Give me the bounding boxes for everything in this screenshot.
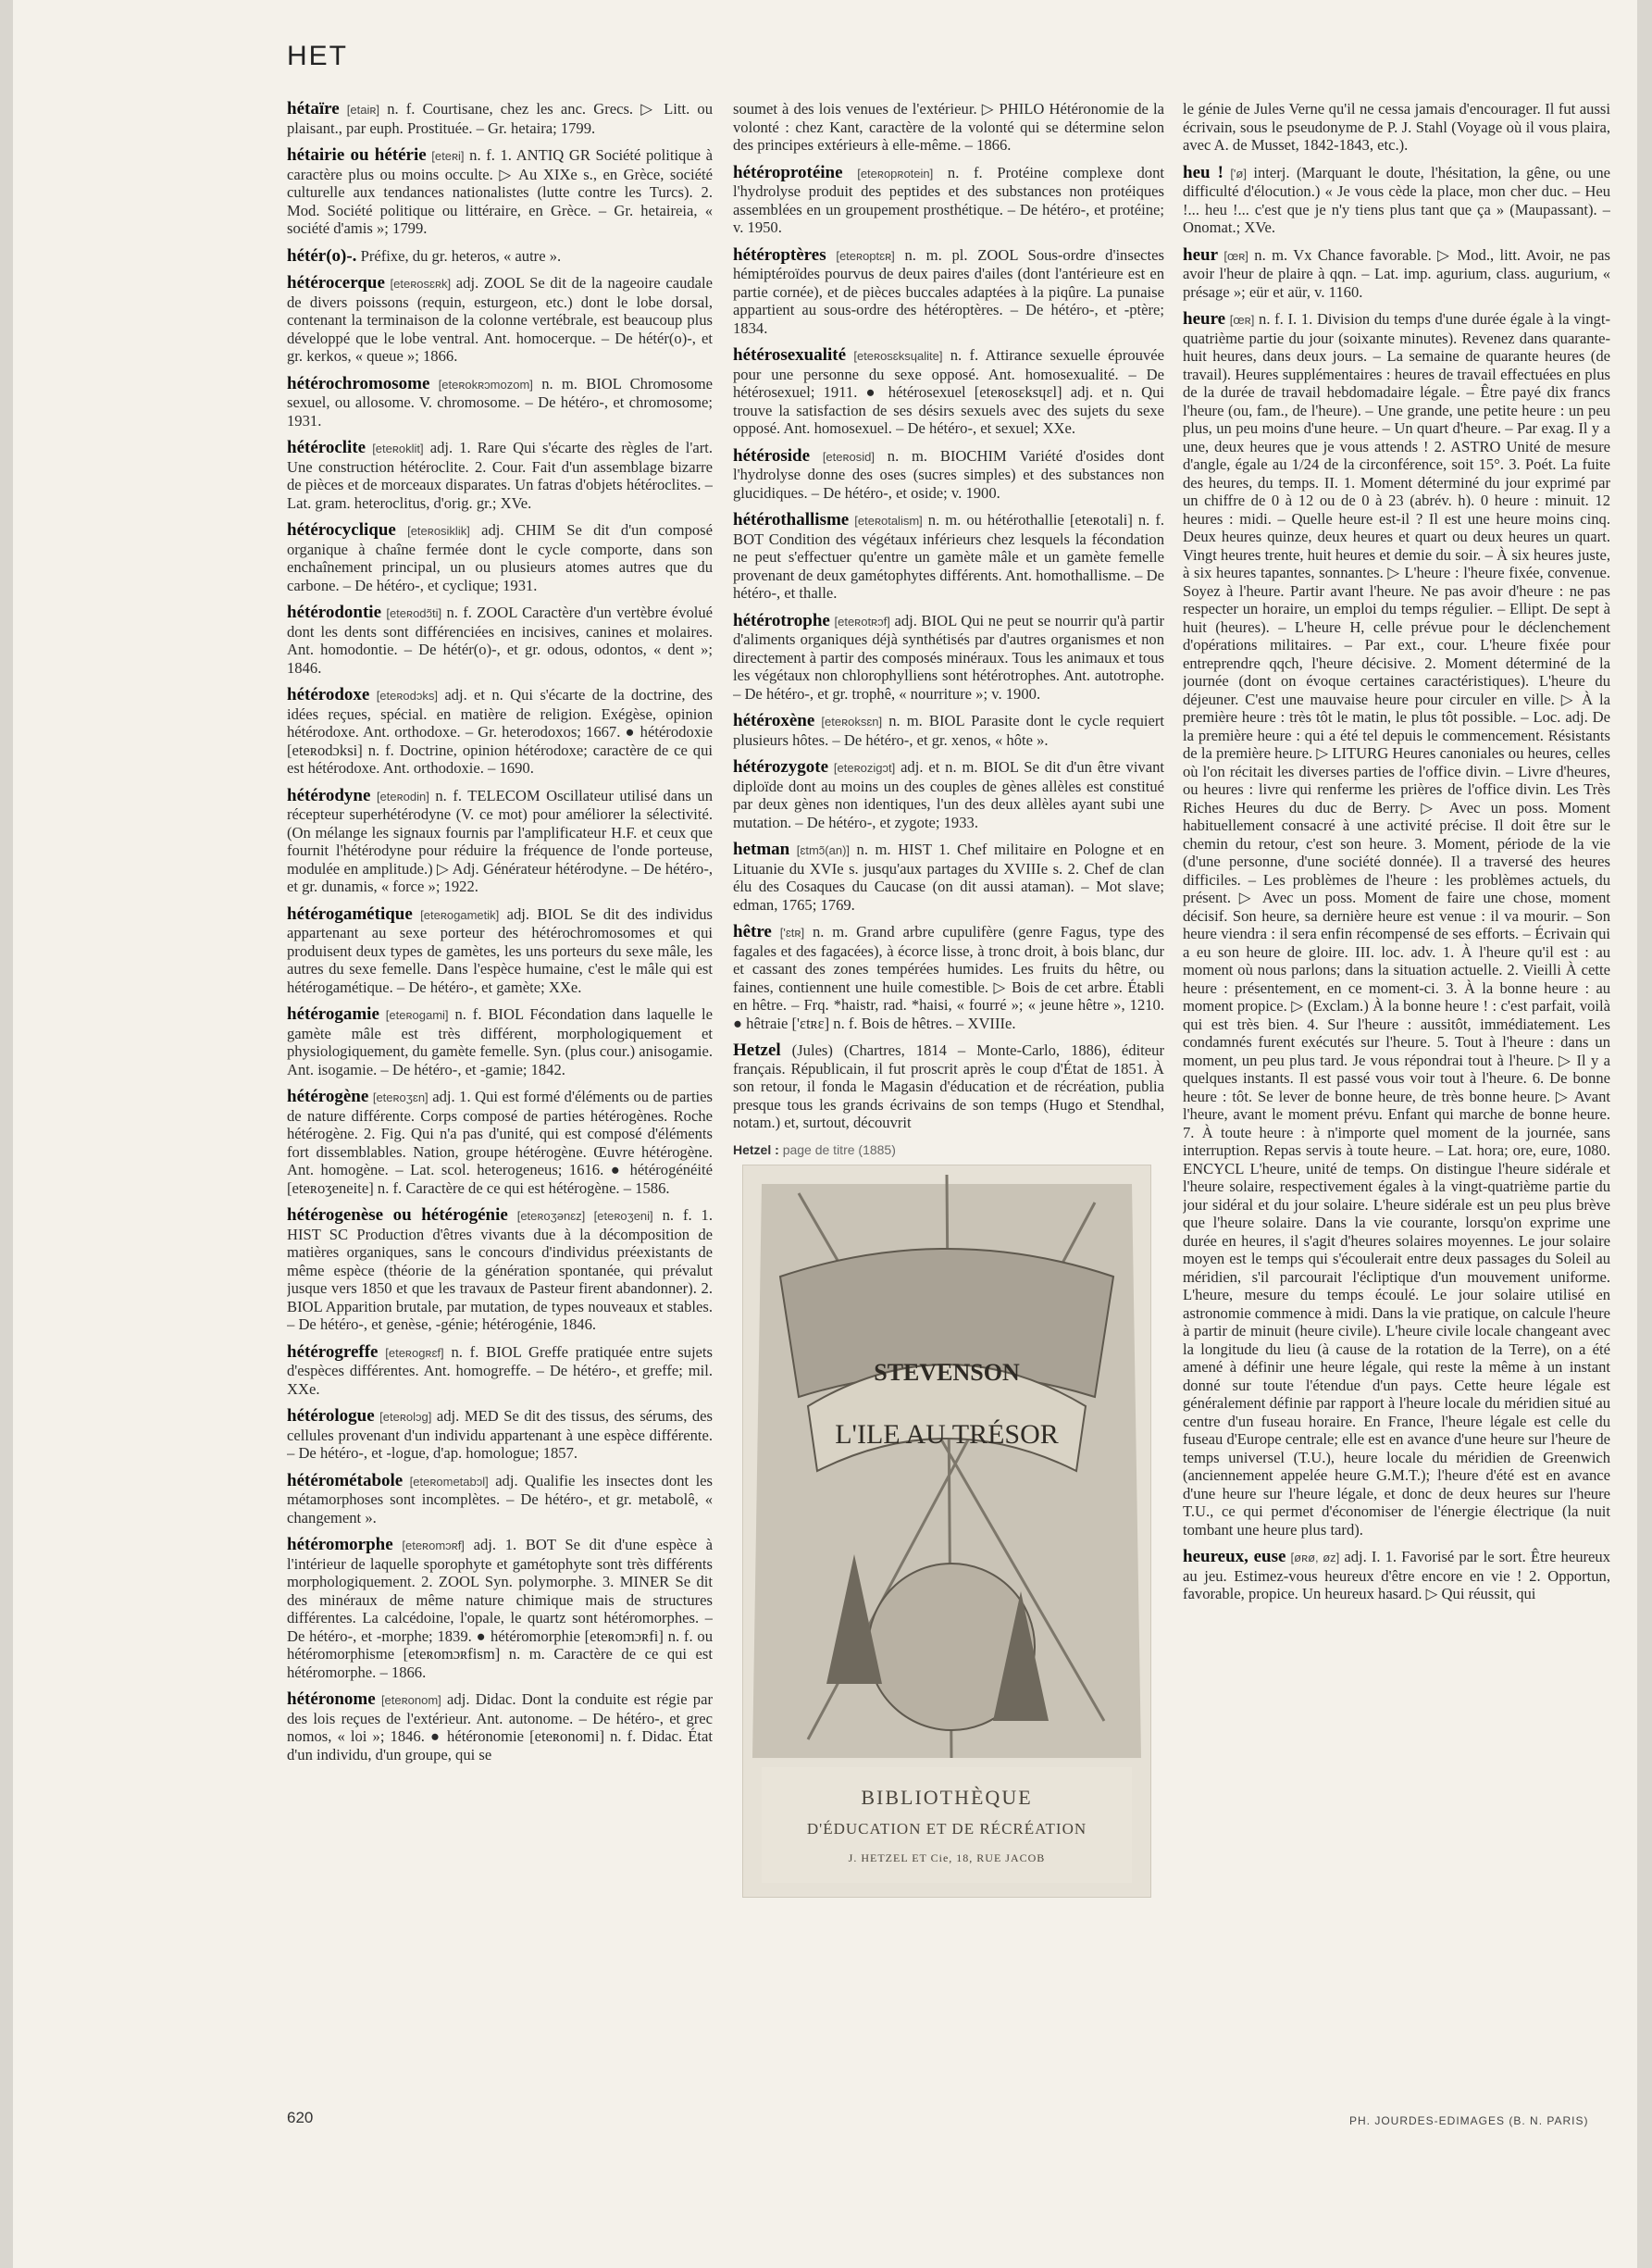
entry-definition: n. f. I. 1. Division du temps d'une durée égale à la vingt-quatrième partie du jour (soixante minutes). Revenez dans quarante-huit heures, dans deux jours. – La semaine de quarante heures (de travail). Heures supplémentaires : heures de travail effectuées en plus de la durée de travail hebdomadaire légale. – Être payé dix francs l'heure (ou, fam., de l'heure). – Une grande, une petite heure : un peu plus, un peu moins d'une heure. – Un quart d'heure. – Par exag. Il y a une, deux heures que je vous attends ! 2. ASTRO Unité de mesure d'angle, égale au 1/24 de la circonférence, soit 15°. 3. Poét. La fuite des heures, du temps. II. 1. Moment déterminé du jour exprimé par un chiffre de 0 à 12 ou de 0 à 23 (abrév. h). 0 heure : minuit. 12 heures : midi. – Quelle heure est-il ? Il est une heure moins cinq. Deux heures quinze, deux heures et quart ou deux heures un quart. Vingt heures trente, huit heures et demie du soir. – À six heures juste, à six heures tapantes, sonnantes. ▷ L'heure : l'heure fixée, convenue. Soyez à l'heure. Partir avant l'heure. Ne pas avoir d'heure : ne pas respecter un horaire, un emploi du temps régulier. – Ellipt. De sept à huit (heures). – L'heure H, celle prévue pour le déclenchement d'opérations militaires. – Par ext., cour. L'heure fixée pour entreprendre qqch, l'heure décisive. 2. Moment déterminé de la journée (dont on évoque certaines caractéristiques). L'heure du déjeuner. C'est une mauvaise heure pour circuler en ville. ▷ À la première heure : très tôt le matin, le plus tôt possible. – Loc. adj. De la première heure : qui a été tel depuis le commencement. Résistants de la première heure. ▷ LITURG Heures canoniales ou heures, celles où l'on récitait les diverses parties de l'office divin. – Livre d'heures, ou heures : livre qui renferme les prières de l'office divin. Les Très Riches Heures du duc de Berry. ▷ Avec un poss. Moment habituellement consacré à une activité précise. Il doit être sur le chemin du retour, c'est son heure. 3. Moment, période de la vie (d'une personne, d'une société donnée). Il a traversé des heures difficiles. – Les problèmes de l'heure : les problèmes actuels, du présent. ▷ Avec un poss. Moment de faire une chose, moment décisif. Son heure, sa dernière heure est venue : il va mourir. – Son heure viendra : il sera enfin récompensé de ses efforts. – Écrivain qui a eu son heure de gloire. III. loc. adv. 1. À l'heure qu'il est : au moment où nous parlons; dans la situation actuelle. 2. Vieilli À cette heure : présentement, en ce moment-ci. 3. À la bonne heure : au moment propice. ▷ (Exclam.) À la bonne heure ! : c'est parfait, voilà qui est très bien. 4. Sur l'heure : aussitôt, immédiatement. Les condamnés furent exécutés sur l'heure. 5. Tout à l'heure : dans un moment, un peu plus tard. Je vous répondrai tout à l'heure. ▷ Il y a quelques instants. Il est passé vous voir tout à l'heure. 6. De bonne heure : tôt. Se lever de bonne heure, de très bonne heure. ▷ Avant l'heure, avant le moment prévu. Enfant qui marche de bonne heure. 7. À toute heure : à n'importe quel moment de la journée, sans interruption. Repas servis à toute heure. – Lat. hora; ore, eure, 1080. ENCYCL L'heure, unité de temps. On distingue l'heure sidérale et l'heure solaire, respectivement égales à la vingt-quatrième partie du jour sidéral et du jour solaire. L'heure sidérale est un peu plus brève que l'heure solaire. Dans la vie courante, lorsqu'on exprime une durée en heures, il s'agit d'heures solaires moyennes. Le jour solaire moyen est le temps qui s'écoulerait entre deux passages du Soleil au méridien, s'il parcourait l'écliptique d'un mouvement uniforme. L'heure, mesure du temps écoulé. Le jour solaire utilisé en astronomie commence à midi. Dans la vie pratique, on calcule l'heure à partir de minuit (heure civile). L'heure civile locale changeant avec la longitude du lieu (à cause de la rotation de la Terre), on a été amené à définir une heure légale, qui reste la même à un instant donné sur toute l'étendue d'un pays. Cette heure légale est généralement définie par rapport à l'heure locale du méridien situé au centre d'un fuseau horaire. En France, l'heure légale est celle du fuseau d'Europe centrale; elle est en avance d'une heure sur l'heure de temps universel (T.U.), heure locale du méridien de Greenwich (anciennement appelée heure G.M.T.); l'heure d'été est en avance d'une heure sur l'heure légale, et donc de deux heures sur l'heure T.U., ce qui permet d'économiser de l'énergie électrique (la nuit tombant une heure plus tard).: [1183, 310, 1610, 1539]
entry-phonetic: [eteʀoksɛn]: [821, 715, 883, 729]
entry-phonetic: [eteʀonom]: [380, 1693, 441, 1707]
entry-definition: adj. BIOL Qui ne peut se nourrir qu'à partir d'aliments organiques déjà synthétisés par d'autres organismes et non directement à partir des composés minéraux. Tous les animaux et tous les végétaux non chlorophylliens sont hétérotrophes. Ant. autotrophe. – De hétéro-, et gr. trophê, « nourriture »; v. 1900.: [733, 611, 1164, 703]
entry-definition: n. f. 1. HIST SC Production d'êtres vivants due à la décomposition de matières organiques, sans le concours d'individus préexistants de même espèce (théorie de la génération spontanée, qui prévalut jusque vers 1850 et que les travaux de Pasteur firent abandonner). 2. BIOL Apparition brutale, par mutation, de types nouveaux et stables. – De hétéro-, et genèse, -génie; hétérogénie, 1846.: [287, 1206, 713, 1333]
dictionary-entry: [287, 439, 713, 512]
entry-headword: hétérocyclique: [287, 520, 396, 540]
entry-phonetic: [eteʀoklit]: [372, 442, 424, 455]
dictionary-entry: [733, 758, 1164, 831]
entry-definition: n. f. Protéine complexe dont l'hydrolyse produit des peptides et des substances non protéiques assemblées en un groupement prosthétique. – De hétéro-, et protéine; v. 1950.: [733, 163, 1164, 236]
entry-phonetic: [eteʀosid]: [822, 449, 875, 464]
dictionary-entry: [733, 712, 1164, 749]
entry-phonetic: [eteʀosiklik]: [407, 524, 470, 538]
entry-phonetic: [eteʀozigɔt]: [833, 761, 896, 775]
entry-definition: n. m. BIOL Chromosome sexuel, ou allosome. V. chromosome. – De hétéro-, et chromosome; 1931.: [287, 374, 713, 430]
entry-definition: adj. Qualifie les insectes dont les métamorphoses sont incomplètes. – De hétéro-, et gr. metabolê, « changement ».: [287, 1471, 713, 1527]
dictionary-entry: [1183, 310, 1610, 1539]
entry-definition: adj. 1. BOT Se dit d'une espèce à l'intérieur de laquelle sporophyte et gamétophyte sont très différents morphologiquement. 2. ZOOL Syn. polymorphe. 3. MINER Se dit des minéraux de même nature chimique mais de structures différentes. La calcédoine, l'opale, le quartz sont hétéromorphes. – De hétéro-, et -morphe; 1839. ● hétéromorphie [eteʀomɔʀfi] n. f. ou hétéromorphisme [eteʀomɔʀfism] n. m. Caractère de ce qui est hétéromorphe. – 1866.: [287, 1536, 713, 1681]
dictionary-entry: [287, 1005, 713, 1078]
entry-phonetic: [eteʀodɔ̃ti]: [386, 606, 442, 620]
dictionary-entry: [287, 686, 713, 778]
entry-definition: n. f. ZOOL Caractère d'un vertèbre évolué dont les dents sont différenciées en incisives, canines et molaires. Ant. homodontie. – De hétér(o)-, et gr. odous, odontos, « dent »; 1846.: [287, 604, 713, 677]
caption-name: Hetzel :: [733, 1141, 779, 1157]
dictionary-entry: [733, 841, 1164, 914]
dictionary-entry: [287, 375, 713, 430]
dictionary-entry: [1183, 1548, 1610, 1603]
entry-definition: n. f. Courtisane, chez les anc. Grecs. ▷ Litt. ou plaisant., par euph. Prostituée. – Gr. hetaira; 1799.: [287, 100, 713, 137]
entry-phonetic: [eteʀotʀɔf]: [834, 614, 890, 629]
entry-headword: hétérozygote: [733, 757, 829, 777]
dictionary-entry: [733, 923, 1164, 1032]
entry-definition: adj. et n. Qui s'écarte de la doctrine, des idées reçues, spécial. en matière de religion. Exégèse, opinion hétérodoxe. Ant. orthodoxe. – Gr. heterodoxos; 1667. ● hétérodoxie [eteʀodɔksi] n. f. Doctrine, opinion hétérodoxe; caractère de ce qui est hétérodoxe. Ant. orthodoxie. – 1690.: [287, 686, 713, 777]
entry-phonetic: [øʀø, øz]: [1290, 1551, 1340, 1564]
entry-headword: hétérochromosome: [287, 373, 430, 393]
dictionary-entry: [287, 274, 713, 366]
entry-definition: adj. Didac. Dont la conduite est régie par des lois reçues de l'extérieur. Ant. autonome. – De hétéro-, et grec nomos, « loi »; 1846. ● hétéronomie [eteʀonomi] n. f. Didac. État d'un individu, d'un groupe, qui se: [287, 1690, 713, 1763]
entry-headword: hétéroxène: [733, 711, 815, 730]
entry-phonetic: [eteʀogametik]: [420, 907, 500, 922]
entry-headword: hétérocerque: [287, 273, 385, 293]
entry-definition: n. m. HIST 1. Chef militaire en Pologne et en Lituanie du XVIe s. jusqu'aux partages du XVIIIe s. 2. Chef de clan élu des Cosaques du Caucase (on dit aussi ataman). – Mot slave; edman, 1765; 1769.: [733, 841, 1164, 914]
entry-definition: adj. 1. Rare Qui s'écarte des règles de l'art. Une construction hétéroclite. 2. Cour. Fait d'un assemblage bizarre de pièces et de morceaux disparates. Un fatras d'objets hétéroclites. – Lat. gram. heteroclitus, d'orig. gr.; XVe.: [287, 439, 713, 512]
entry-definition: adj. CHIM Se dit d'un composé organique à chaîne fermée dont le cycle comporte, dans son enchaînement principal, un ou plusieurs atomes autres que du carbone. – De hétéro-, et cyclique; 1931.: [287, 521, 713, 594]
illustration-caption: [733, 1141, 1164, 1160]
entry-phonetic: ['ø]: [1230, 166, 1247, 181]
entry-headword: hétéroside: [733, 445, 811, 466]
entry-definition: n. m. ou hétérothallie [eteʀotali] n. f. BOT Condition des végétaux inférieurs chez lesquels la fécondation ne peut s'effectuer qu'entre un gamète mâle et un gamète femelle provenant de deux gamétophytes différents. Ant. homothallisme. – De hétéro-, et thalle.: [733, 511, 1164, 602]
entry-definition: le génie de Jules Verne qu'il ne cessa jamais d'encourager. Il fut aussi écrivain, sous le pseudonyme de P. J. Stahl (Voyage où il vous plaira, avec A. de Musset, 1842-1843, etc.).: [1183, 100, 1610, 154]
entry-phonetic: [eteʀosɛksɥalite]: [853, 349, 943, 363]
dictionary-entry: [1183, 164, 1610, 237]
entry-definition: n. f. BIOL Fécondation dans laquelle le gamète mâle est très différent, morphologiquement et physiologiquement, du gamète femelle. Syn. (plus cour.) anisogamie. Ant. isogamie. – De hétéro-, et -gamie; 1842.: [287, 1005, 713, 1078]
entry-definition: n. f. TELECOM Oscillateur utilisé dans un récepteur superhétérodyne (V. ce mot) pour améliorer la sélectivité. (On mélange les signaux fournis par l'amplificateur H.F. et ceux que fournit l'hétérodyne pour réduire la fréquence de l'onde porteuse, modulée en amplitude.) ▷ Adj. Générateur hétérodyne. – De hétéro-, et gr. dunamis, « force »; 1922.: [287, 786, 713, 895]
dictionary-entry: [733, 346, 1164, 438]
entry-definition: n. m. Grand arbre cupulifère (genre Fagus, type des fagales et des fagacées), à écorce lisse, à tronc droit, à bois blanc, dur et cassant des zones tempérées humides. Les fruits du hêtre, ou faines, contiennent une huile comestible. ▷ Bois de cet arbre. Établi en hêtre. – Frq. *haistr, rad. *haisi, « fourré »; « jeune hêtre », 1210. ● hêtraie ['ɛtʀɛ] n. f. Bois de hêtres. – XVIIIe.: [733, 923, 1164, 1032]
entry-headword: hétérogamétique: [287, 903, 413, 924]
entry-definition: adj. MED Se dit des tissus, des sérums, des cellules provenant d'un individu appartenant à une espèce différente. – De hétéro-, et -logue, d'ap. homologue; 1857.: [287, 1407, 713, 1462]
entry-headword: hétérogamie: [287, 1004, 379, 1024]
entry-definition: soumet à des lois venues de l'extérieur. ▷ PHILO Hétéronomie de la volonté : chez Kant, caractère de la volonté qui se détermine selon des principes extérieurs à elle-même. – 1866.: [733, 100, 1164, 154]
entry-phonetic: [eteʀogami]: [385, 1008, 449, 1022]
dictionary-entry: [287, 1206, 713, 1334]
entry-definition: n. m. BIOCHIM Variété d'osides dont l'hydrolyse donne des oses (sucres simples) et des substances non glucidiques. – De hétéro-, et oside; v. 1900.: [733, 446, 1164, 502]
entry-phonetic: [eteʀolɔg]: [379, 1410, 432, 1424]
entry-definition: n. f. Attirance sexuelle éprouvée pour une personne du sexe opposé. Ant. homosexualité. – De hétérosexuel; 1911. ● hétérosexuel [eteʀosɛksɥɛl] adj. et n. Qui trouve la satisfaction de ses désirs sexuels avec des sujets du sexe opposé. Ant. homosexuel. – De hétéro-, et sexuel; XXe.: [733, 346, 1164, 437]
entry-headword: hétérologue: [287, 1406, 375, 1426]
dictionary-entry: [733, 246, 1164, 338]
entry-headword: hétérotrophe: [733, 610, 830, 630]
dictionary-entry: [287, 100, 713, 137]
dictionary-entry: [287, 247, 713, 266]
entry-phonetic: [eteʀopʀotein]: [857, 166, 934, 181]
dictionary-entry: [287, 1088, 713, 1197]
entry-definition: n. f. 1. ANTIQ GR Société politique à caractère plus ou moins occulte. ▷ Au XIXe s., en Grèce, société culturelle aux tendances nationalistes (lutte contre les Turcs). 2. Mod. Société politique ou littéraire, en Grèce. – Gr. hetaireia, « société d'amis »; 1799.: [287, 146, 713, 237]
entry-definition: Préfixe, du gr. heteros, « autre ».: [360, 246, 562, 265]
entry-headword: hétérogène: [287, 1087, 369, 1106]
entry-phonetic: [eteʀomɔʀf]: [402, 1539, 465, 1552]
entry-headword: hétairie ou hétérie: [287, 145, 427, 165]
entry-phonetic: [eteʀodɔks]: [376, 689, 438, 703]
engraving-drawing: [743, 1165, 1150, 1897]
entry-phonetic: [eteʀotalism]: [854, 514, 923, 528]
entry-phonetic: [eteʀoptɛʀ]: [836, 248, 895, 263]
cover-author: STEVENSON: [874, 1359, 1020, 1386]
dictionary-entry: [287, 1407, 713, 1463]
dictionary-entry: [1183, 246, 1610, 302]
entry-headword: heu !: [1183, 162, 1223, 182]
entry-headword: hétér(o)-.: [287, 245, 357, 266]
entry-headword: hétérosexualité: [733, 345, 847, 365]
entry-headword: hétérodoxe: [287, 685, 370, 704]
entry-phonetic: [œʀ]: [1223, 248, 1248, 263]
entry-headword: heur: [1183, 244, 1218, 265]
entry-definition: adj. 1. Qui est formé d'éléments ou de parties de nature différente. Corps composé de parties hétérogènes. Roche hétérogène. 2. Fig. Qui n'a pas d'unité, qui est composé d'éléments fort dissemblables. Nation, groupe hétérogène. Œuvre hétérogène. Ant. homogène. – Lat. scol. heterogeneus; 1616. ● hétérogénéité [eteʀoʒeneite] n. f. Caractère de ce qui est hétérogène. – 1586.: [287, 1088, 713, 1197]
entry-definition: adj. ZOOL Se dit de la nageoire caudale de divers poissons (requin, esturgeon, etc.) dont le lobe dorsal, contenant la terminaison de la colonne vertébrale, est beaucoup plus développé que le lobe ventral. Ant. homocerque. – De hétér(o)-, et gr. kerkos, « queue »; 1866.: [287, 274, 713, 365]
dictionary-entry: [287, 1690, 713, 1763]
entry-phonetic: [eteʀometabɔl]: [409, 1474, 489, 1489]
entry-definition: n. m. pl. ZOOL Sous-ordre d'insectes hémiptéroïdes pourvus de deux paires d'ailes (dont l'antérieure est en partie cornée), et de pièces buccales adaptées à la piqûre. La punaise appartient au sous-ordre des hétéroptères. – De hétéro-, et -ptère; 1834.: [733, 245, 1164, 337]
dictionary-entry: [287, 146, 713, 238]
entry-definition: adj. BIOL Se dit des individus appartenant au sexe porteur des hétérochromosomes et qui produisent deux types de gamètes, les uns porteurs du sexe mâle, les autres du sexe femelle. Dans l'espèce humaine, c'est le mâle qui est hétérogamétique. – De hétéro-, et gamète; XXe.: [287, 904, 713, 996]
photo-credit: PH. JOURDES-EDIMAGES (B. N. PARIS): [1349, 2114, 1589, 2127]
entry-headword: hétaïre: [287, 100, 340, 118]
column-1: [287, 100, 713, 2127]
column-3: [1183, 100, 1610, 2127]
cover-publisher: J. HETZEL ET Cie, 18, RUE JACOB: [848, 1851, 1046, 1864]
dictionary-entry: [287, 1472, 713, 1527]
dictionary-entry: [287, 905, 713, 997]
entry-headword: hétéromorphe: [287, 1535, 393, 1554]
dictionary-entry: [733, 612, 1164, 704]
entry-definition: adj. I. 1. Favorisé par le sort. Être heureux au jeu. Estimez-vous heureux d'être encore en vie ! 2. Opportun, favorable, propice. Un heureux hasard. ▷ Qui réussit, qui: [1183, 1548, 1610, 1602]
entry-definition: n. m. BIOL Parasite dont le cycle requiert plusieurs hôtes. – De hétéro-, et gr. xenos, « hôte ».: [733, 712, 1164, 749]
entry-headword: Hetzel: [733, 1041, 781, 1060]
entry-phonetic: [eteʀoʒɛn]: [372, 1090, 429, 1104]
entry-headword: hétérodontie: [287, 603, 382, 622]
entry-headword: hétérodyne: [287, 785, 371, 805]
entry-headword: hétéroprotéine: [733, 162, 843, 182]
entry-headword: hétérogenèse ou hétérogénie: [287, 1205, 508, 1225]
cover-collection-1: BIBLIOTHÈQUE: [861, 1786, 1033, 1809]
entry-headword: heureux, euse: [1183, 1547, 1286, 1566]
entry-phonetic: [ɛtmɔ̃(an)]: [796, 843, 851, 857]
entry-phonetic: [eteʀi]: [431, 149, 465, 163]
entry-definition: n. f. BIOL Greffe pratiquée entre sujets d'espèces différentes. Ant. homogreffe. – De hétéro-, et greffe; mil. XXe.: [287, 1342, 713, 1398]
entry-phonetic: [eteʀosɛʀk]: [390, 277, 452, 291]
dictionary-entry: [287, 787, 713, 896]
dictionary-entry: [733, 100, 1164, 155]
entry-definition: (Jules) (Chartres, 1814 – Monte-Carlo, 1886), éditeur français. Républicain, il fut proscrit après le coup d'État de 1851. À son retour, il fonda le Magasin d'éducation et de récréation, publia presque tous les grands écrivains de son temps (Hugo et Stendhal, notam.) et, surtout, découvrit: [733, 1041, 1164, 1131]
column-2-entries: [733, 100, 1164, 1132]
book-cover-illustration: [742, 1165, 1151, 1898]
entry-definition: adj. et n. m. BIOL Se dit d'un être vivant diploïde dont au moins un des couples de gènes allèles est constitué par deux gènes non identiques, l'un des deux allèles ayant subi une mutation. – De hétéro-, et zygote; 1933.: [733, 758, 1164, 831]
dictionary-entry: [733, 164, 1164, 237]
dictionary-page: [13, 0, 1637, 2268]
entry-phonetic: [eteʀodin]: [376, 789, 429, 804]
entry-definition: n. m. Vx Chance favorable. ▷ Mod., litt. Avoir, ne pas avoir l'heur de plaire à qqn. – Lat. imp. agurium, class. augurium, « présage »; eür et aür, v. 1160.: [1183, 245, 1610, 301]
entry-headword: hétérogreffe: [287, 1341, 379, 1362]
entry-headword: heure: [1183, 309, 1226, 329]
entry-headword: hétérométabole: [287, 1470, 404, 1490]
entry-headword: hétérothallisme: [733, 510, 850, 530]
entry-headword: hétéroptères: [733, 244, 826, 265]
entry-headword: hêtre: [733, 922, 772, 941]
dictionary-entry: [733, 1041, 1164, 1132]
dictionary-entry: [287, 1343, 713, 1399]
running-head: HET: [287, 41, 348, 71]
entry-headword: hétéroclite: [287, 438, 366, 457]
cover-title: L'ILE AU TRÉSOR: [835, 1419, 1059, 1450]
cover-collection-2: D'ÉDUCATION ET DE RÉCRÉATION: [806, 1820, 1087, 1838]
entry-phonetic: [eteʀoʒənɛz] [eteʀoʒeni]: [516, 1209, 653, 1223]
entry-phonetic: [eteʀogʀɛf]: [385, 1345, 444, 1360]
dictionary-entry: [287, 604, 713, 677]
entry-definition: interj. (Marquant le doute, l'hésitation, la gêne, ou une difficulté d'élocution.) « Je vous cède la place, mon cher duc. – Heu !... heu !... c'est que je n'y tiens plus tant que ça » (Maupassant). – Onomat.; XVe.: [1183, 163, 1610, 236]
column-2: [733, 100, 1164, 2127]
caption-text: page de titre (1885): [782, 1141, 896, 1157]
dictionary-entry: [287, 1536, 713, 1681]
dictionary-entry: [1183, 100, 1610, 155]
entry-headword: hetman: [733, 840, 790, 859]
entry-phonetic: [etaiʀ]: [346, 103, 380, 117]
entry-phonetic: ['ɛtʀ]: [779, 926, 805, 940]
entry-phonetic: [eteʀokʀɔmozom]: [438, 377, 533, 392]
page-number: 620: [287, 2109, 314, 2126]
dictionary-entry: [733, 447, 1164, 503]
dictionary-entry: [287, 521, 713, 594]
entry-phonetic: [œʀ]: [1229, 313, 1255, 327]
dictionary-entry: [733, 511, 1164, 603]
entry-headword: hétéronome: [287, 1689, 376, 1709]
